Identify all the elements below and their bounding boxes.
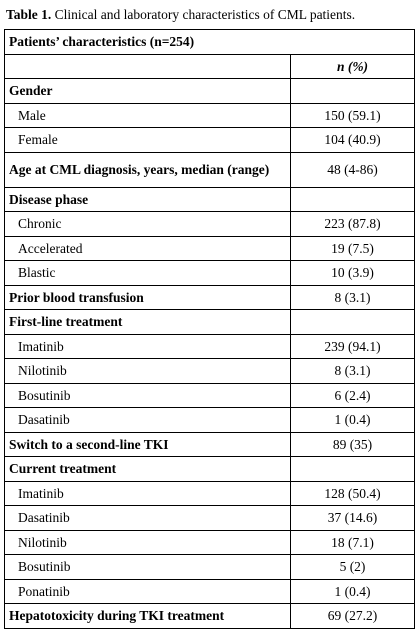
column-header-value: n (%) [291, 54, 415, 79]
row-label: Accelerated [5, 236, 291, 261]
table-row [5, 555, 415, 580]
row-value: 89 (35) [291, 432, 415, 457]
table-row [5, 103, 415, 128]
section-row [5, 152, 415, 187]
characteristics-table [4, 29, 415, 629]
section-label: Age at CML diagnosis, years, median (range) [5, 152, 291, 187]
row-label: Imatinib [5, 481, 291, 506]
section-row [5, 604, 415, 629]
section-row [5, 432, 415, 457]
row-value: 1 (0.4) [291, 579, 415, 604]
row-value: 239 (94.1) [291, 334, 415, 359]
column-header-row [5, 54, 415, 79]
section-row [5, 187, 415, 212]
row-label: Nilotinib [5, 530, 291, 555]
row-value: 1 (0.4) [291, 408, 415, 433]
row-label: Bosutinib [5, 555, 291, 580]
row-value: 128 (50.4) [291, 481, 415, 506]
caption-text: Clinical and laboratory characteristics of CML patients. [51, 7, 356, 22]
row-label: Chronic [5, 212, 291, 237]
table-body [5, 30, 415, 629]
table-row [5, 530, 415, 555]
row-value: 223 (87.8) [291, 212, 415, 237]
row-value: 10 (3.9) [291, 261, 415, 286]
row-value [291, 79, 415, 104]
section-label: First-line treatment [5, 310, 291, 335]
table-row [5, 236, 415, 261]
row-value: 8 (3.1) [291, 359, 415, 384]
table-row [5, 506, 415, 531]
section-label: Disease phase [5, 187, 291, 212]
table-title-row [5, 30, 415, 55]
table-caption [6, 3, 414, 27]
row-value [291, 457, 415, 482]
table-row [5, 128, 415, 153]
row-label: Male [5, 103, 291, 128]
table-row [5, 212, 415, 237]
row-value: 37 (14.6) [291, 506, 415, 531]
section-label: Current treatment [5, 457, 291, 482]
table-row [5, 359, 415, 384]
table-row [5, 481, 415, 506]
table-row [5, 579, 415, 604]
row-label: Female [5, 128, 291, 153]
table-row [5, 261, 415, 286]
row-label: Blastic [5, 261, 291, 286]
row-value: 69 (27.2) [291, 604, 415, 629]
row-value: 19 (7.5) [291, 236, 415, 261]
table-title: Patients’ characteristics (n=254) [5, 30, 415, 55]
table-row [5, 383, 415, 408]
section-label: Prior blood transfusion [5, 285, 291, 310]
row-label: Bosutinib [5, 383, 291, 408]
row-value: 8 (3.1) [291, 285, 415, 310]
row-value: 18 (7.1) [291, 530, 415, 555]
table-row [5, 334, 415, 359]
row-value: 6 (2.4) [291, 383, 415, 408]
row-value: 104 (40.9) [291, 128, 415, 153]
row-value: 5 (2) [291, 555, 415, 580]
row-label: Ponatinib [5, 579, 291, 604]
row-label: Imatinib [5, 334, 291, 359]
row-label: Nilotinib [5, 359, 291, 384]
row-value [291, 310, 415, 335]
caption-label: Table 1. [6, 7, 52, 22]
section-label: Gender [5, 79, 291, 104]
section-label: Switch to a second-line TKI [5, 432, 291, 457]
column-header-empty [5, 54, 291, 79]
row-label: Dasatinib [5, 408, 291, 433]
table-row [5, 408, 415, 433]
section-row [5, 310, 415, 335]
section-label: Hepatotoxicity during TKI treatment [5, 604, 291, 629]
section-row [5, 285, 415, 310]
row-value: 150 (59.1) [291, 103, 415, 128]
row-label: Dasatinib [5, 506, 291, 531]
section-row [5, 457, 415, 482]
section-row [5, 79, 415, 104]
row-value [291, 187, 415, 212]
row-value: 48 (4-86) [291, 152, 415, 187]
